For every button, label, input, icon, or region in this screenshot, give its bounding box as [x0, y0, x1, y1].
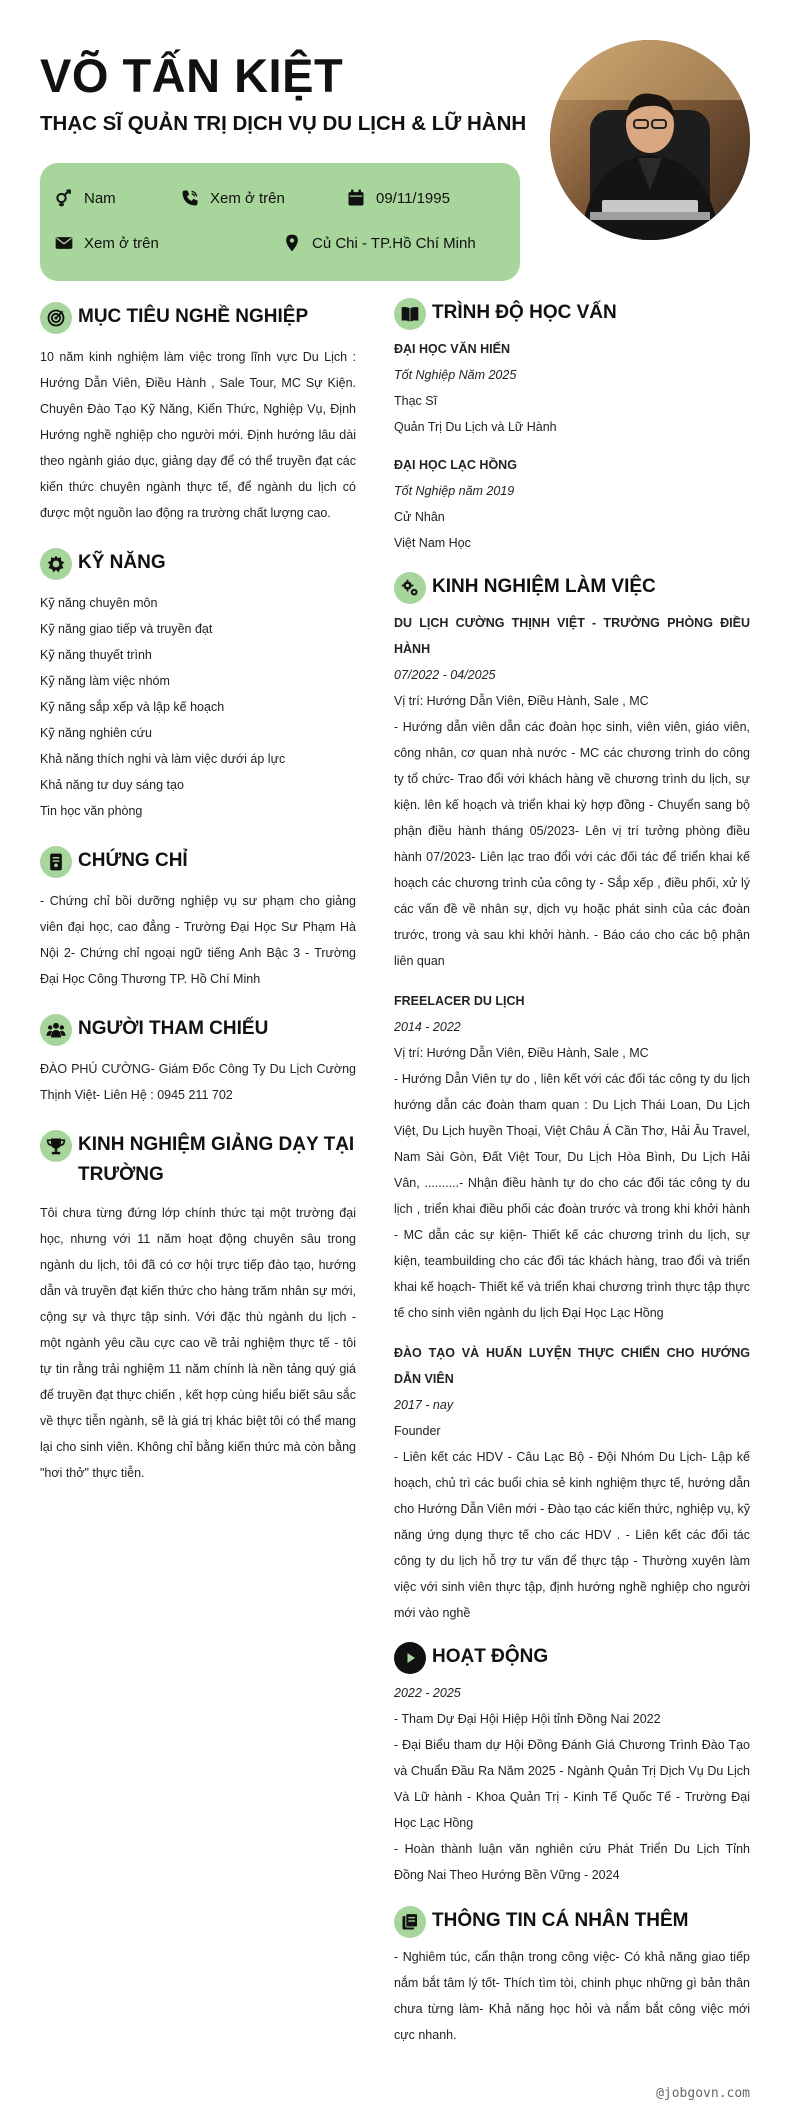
objective-title: MỤC TIÊU NGHỀ NGHIỆP	[78, 306, 309, 327]
watermark: @jobgovn.com	[656, 2086, 750, 2101]
teaching-text: Tôi chưa từng đứng lớp chính thức tại một trường đại học, nhưng với 11 năm hoạt động chuyên sâu trong ngành du lịch, tôi đã có cơ hội trực tiếp đào tạo, hướng dẫn và truyền đạt kiến thức cho hàng trăm nhân sự mới, cộng sự và thực tập sinh. Với đặc thù ngành du lịch - một ngành yêu cầu cực cao về trải nghiệm thực tế - tôi tự tin rằng trải nghiệm 11 năm chính là nền tảng quý giá để truyền đạt thực chiến , kết hợp cùng hiểu biết sâu sắc về thực tiễn ngành, sẽ là giá trị khác biệt tôi có thể mang lại cho sinh viên. Không chỉ bằng kiến thức mà còn bằng "hơi thở" thực tiễn.	[40, 1206, 356, 1480]
skill-item: Kỹ năng chuyên môn	[40, 596, 158, 610]
experience-company: FREELACER DU LỊCH	[394, 994, 525, 1008]
email-row	[54, 233, 159, 253]
teaching-title: KINH NGHIỆM GIẢNG DẠY TẠI TRƯỜNG	[78, 1134, 355, 1185]
skill-item: Kỹ năng nghiên cứu	[40, 726, 152, 740]
contact-info-box	[40, 163, 520, 281]
skill-item: Khả năng thích nghi và làm việc dưới áp lực	[40, 752, 286, 766]
skills-title: KỸ NĂNG	[78, 552, 166, 573]
extra-info-section	[394, 1906, 750, 2048]
education-school: ĐẠI HỌC VĂN HIẾN	[394, 342, 510, 356]
skill-item: Kỹ năng thuyết trình	[40, 648, 152, 662]
gender-row	[54, 188, 116, 208]
experience-period: 07/2022 - 04/2025	[394, 668, 496, 682]
right-column	[394, 298, 750, 2064]
candidate-name: VÕ TẤN KIỆT	[40, 49, 344, 102]
trophy-icon	[40, 1130, 72, 1162]
experience-role: Founder	[394, 1424, 441, 1438]
skill-item: Khả năng tư duy sáng tạo	[40, 778, 184, 792]
education-major: Việt Nam Học	[394, 536, 471, 550]
extra-info-text: - Nghiêm túc, cẩn thận trong công việc- Có khả năng giao tiếp nắm bắt tâm lý tốt- Thích tìm tòi, chinh phục những gì bản thân chưa từng làm- Khả năng học hỏi và nắm bắt công việc mới cực nhanh.	[394, 1950, 750, 2042]
skill-item: Kỹ năng làm việc nhóm	[40, 674, 170, 688]
education-degree: Cử Nhân	[394, 510, 445, 524]
book-icon	[394, 298, 426, 330]
education-item	[394, 452, 750, 556]
activity-item: - Tham Dự Đại Hội Hiệp Hội tỉnh Đồng Nai 2022	[394, 1712, 661, 1726]
experience-item	[394, 1340, 750, 1626]
skills-list	[40, 590, 356, 824]
gender-value: Nam	[84, 189, 116, 207]
teaching-section	[40, 1130, 356, 1486]
target-icon	[40, 302, 72, 334]
certificates-section	[40, 846, 356, 992]
play-icon	[394, 1642, 426, 1674]
birthday-value: 09/11/1995	[376, 189, 450, 207]
experience-item	[394, 988, 750, 1326]
certificate-icon	[40, 846, 72, 878]
phone-icon	[180, 188, 200, 208]
objective-text: 10 năm kinh nghiệm làm việc trong lĩnh vực Du Lịch : Hướng Dẫn Viên, Điều Hành , Sale Tour, MC Sự Kiện. Chuyên Đào Tạo Kỹ Năng, Kiến Thức, Nghiệp Vụ, Định Hướng nghề nghiệp cho người mới. Định hướng lâu dài theo ngành giáo dục, giảng dạy để có thể truyền đạt các kiến thức chuyên ngành thực tế, để ngành du lịch có được một nguồn lao động ra trường chất lượng cao.	[40, 350, 356, 520]
education-period: Tốt Nghiệp năm 2019	[394, 484, 515, 498]
experience-item	[394, 610, 750, 974]
skills-section	[40, 548, 356, 824]
experience-company: ĐÀO TẠO VÀ HUẤN LUYỆN THỰC CHIẾN CHO HƯỚNG DẪN VIÊN	[394, 1346, 750, 1386]
experience-description: - Hướng Dẫn Viên tự do , liên kết với các đối tác công ty du lịch hướng dẫn các đoàn tham quan : Du Lịch Thái Loan, Du Lịch Việt, Du Lịch huyền Thoại, Việt Châu Á Cần Thơ, Hải Âu Travel, Nam Sài Gòn, Đất Việt Tour, Du Lịch Hòa Bình, Du Lịch Hải Vân, ..........- Nhận điều hành tự do cho các đối tác công ty du lịch , triển khai điều phối các đoàn trước và trong khi khởi hành - MC dẫn các sự kiện- Thiết kế các chương trình du lịch, sự kiện, teambuilding cho các đối tác khách hàng, trao đổi và triển khai kế hoạch- Thiết kế và triển khai chương trình thực tập thực tế cho sinh viên ngành du lịch Đại Học Lạc Hồng	[394, 1072, 750, 1320]
experience-section	[394, 572, 750, 1626]
skill-item: Kỹ năng sắp xếp và lập kế hoạch	[40, 700, 225, 714]
skill-item: Kỹ năng giao tiếp và truyền đạt	[40, 622, 213, 636]
certificates-title: CHỨNG CHỈ	[78, 850, 188, 871]
extra-info-title: THÔNG TIN CÁ NHÂN THÊM	[432, 1910, 689, 1931]
address-row	[282, 233, 476, 253]
calendar-icon	[346, 188, 366, 208]
document-icon	[394, 1906, 426, 1938]
experience-description: - Hướng dẫn viên dẫn các đoàn học sinh, viên viên, giáo viên, công nhân, cơ quan nhà nước - MC các chương trình do công ty tổ chức- Trao đổi với khách hàng về chương trình du lịch, sự kiện. lên kế hoạch và triển khai kỳ hợp đồng - Chuyển sang bộ phận điều hành tháng 05/2023- Lên vị trí tưởng phòng điều hành 07/2023- Liên lạc trao đổi với các đối tác để triển khai kế hoạch các chương trình của công ty - Sắp xếp , điều phối, xử lý các vấn đề về nhân sự, dịch vụ hoặc phát sinh của các đoàn trước, trong và sau khi khởi hành. - Báo cáo cho các bộ phận liên quan	[394, 720, 750, 968]
education-item	[394, 336, 750, 440]
avatar	[550, 40, 750, 240]
people-icon	[40, 1014, 72, 1046]
experience-role: Vị trí: Hướng Dẫn Viên, Điều Hành, Sale , MC	[394, 1046, 649, 1060]
map-pin-icon	[282, 233, 302, 253]
phone-value: Xem ở trên	[210, 189, 285, 207]
experience-period: 2014 - 2022	[394, 1020, 461, 1034]
birthday-row	[346, 188, 450, 208]
education-period: Tốt Nghiệp Năm 2025	[394, 368, 517, 382]
activity-item: - Đại Biểu tham dự Hội Đồng Đánh Giá Chương Trình Đào Tạo và Chuẩn Đầu Ra Năm 2025 - Ngành Quản Trị Dịch Vụ Du Lịch Và Lữ hành - Khoa Quản Trị - Kinh Tế Quốc Tế - Trường Đại Học Lạc Hồng	[394, 1738, 750, 1830]
address-value: Củ Chi - TP.Hồ Chí Minh	[312, 234, 476, 252]
experience-title: KINH NGHIỆM LÀM VIỆC	[432, 576, 656, 597]
activity-item: - Hoàn thành luận văn nghiên cứu Phát Triển Du Lịch Tỉnh Đồng Nai Theo Hướng Bền Vững - 2024	[394, 1842, 750, 1882]
experience-gear-icon	[394, 572, 426, 604]
certificates-text: - Chứng chỉ bồi dưỡng nghiệp vụ sư phạm cho giảng viên đại học, cao đẳng - Trường Đại Học Sư Phạm Hà Nội 2- Chứng chỉ ngoại ngữ tiếng Anh Bậc 3 - Trường Đại Học Công Thương TP. Hồ Chí Minh	[40, 894, 356, 986]
education-major: Quản Trị Du Lịch và Lữ Hành	[394, 420, 557, 434]
left-column	[40, 302, 356, 1502]
email-value: Xem ở trên	[84, 234, 159, 252]
education-degree: Thạc Sĩ	[394, 394, 438, 408]
experience-period: 2017 - nay	[394, 1398, 454, 1412]
references-title: NGƯỜI THAM CHIẾU	[78, 1018, 269, 1039]
references-section	[40, 1014, 356, 1108]
experience-description: - Liên kết các HDV - Câu Lạc Bộ - Đội Nhóm Du Lịch- Lập kế hoạch, chủ trì các buổi chia sẻ kinh nghiệm thực tế, hướng dẫn cho Hướng Dẫn Viên mới - Đào tạo các kiến thức, nghiệp vụ, kỹ năng ứng dụng thực tế cho các HDV . - Liên kết các đối tác công ty du lịch hỗ trợ tư vấn để thực tập - Thường xuyên làm việc với sinh viên thực tập, định hướng nghề nghiệp cho người mới vào nghề	[394, 1450, 750, 1620]
experience-company: DU LỊCH CƯỜNG THỊNH VIỆT - TRƯỞNG PHÒNG ĐIỀU HÀNH	[394, 616, 750, 656]
activities-section	[394, 1642, 750, 1888]
education-school: ĐẠI HỌC LẠC HỒNG	[394, 458, 517, 472]
activities-period: 2022 - 2025	[394, 1686, 461, 1700]
candidate-title: THẠC SĨ QUẢN TRỊ DỊCH VỤ DU LỊCH & LỮ HÀNH	[40, 112, 527, 135]
experience-role: Vị trí: Hướng Dẫn Viên, Điều Hành, Sale , MC	[394, 694, 649, 708]
skills-gear-icon	[40, 548, 72, 580]
activities-title: HOẠT ĐỘNG	[432, 1646, 549, 1667]
phone-row	[180, 188, 285, 208]
references-text: ĐÀO PHÚ CƯỜNG- Giám Đốc Công Ty Du Lịch Cường Thịnh Việt- Liên Hệ : 0945 211 702	[40, 1062, 356, 1102]
objective-section	[40, 302, 356, 526]
email-icon	[54, 233, 74, 253]
education-section	[394, 298, 750, 556]
education-title: TRÌNH ĐỘ HỌC VẤN	[432, 302, 617, 323]
gender-icon	[54, 188, 74, 208]
skill-item: Tin học văn phòng	[40, 804, 143, 818]
